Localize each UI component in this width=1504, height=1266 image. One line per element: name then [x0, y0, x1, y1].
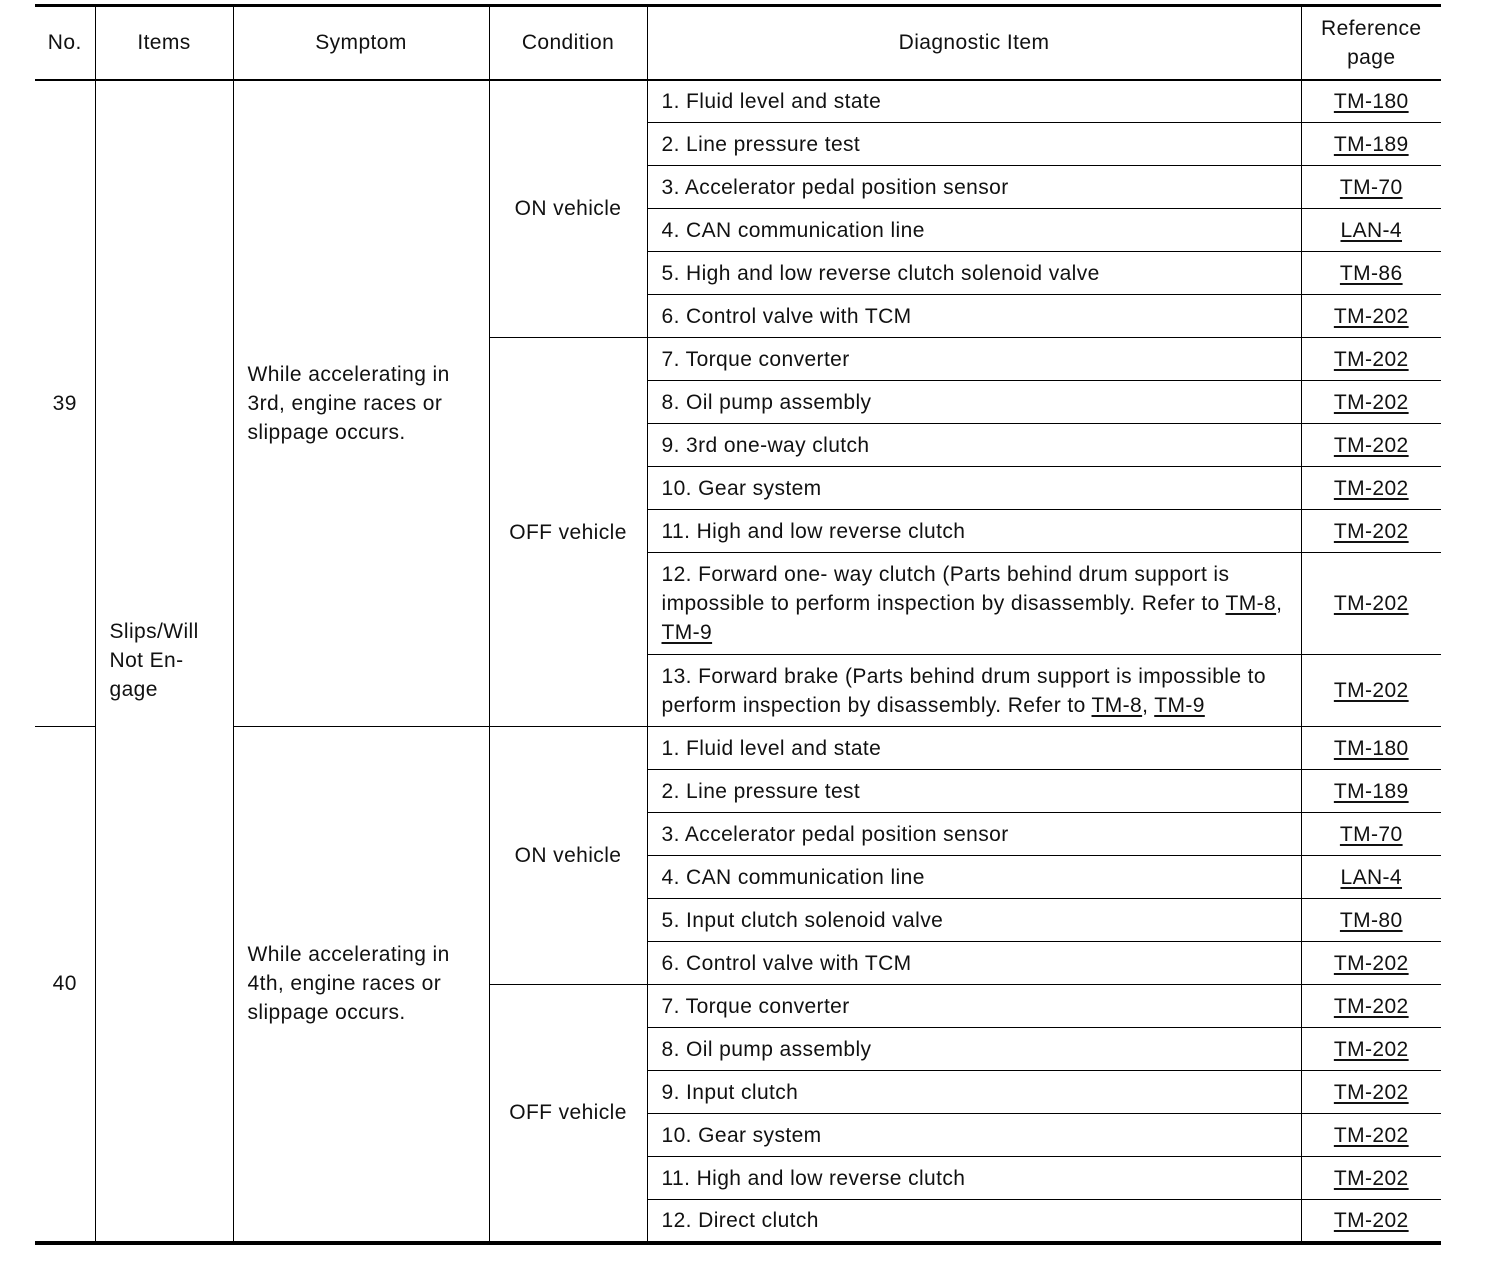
link-separator: ,: [1142, 693, 1149, 717]
condition-off-vehicle: OFF vehicle: [489, 338, 647, 727]
reference-cell: [1301, 985, 1441, 1028]
header-no: No.: [35, 6, 95, 80]
reference-cell: [1301, 655, 1441, 727]
reference-link[interactable]: LAN-4: [1340, 218, 1403, 242]
reference-link[interactable]: TM-70: [1339, 175, 1403, 199]
reference-link[interactable]: TM-202: [1333, 592, 1409, 615]
diagnostic-item: 9. 3rd one-way clutch: [647, 424, 1301, 467]
reference-link[interactable]: TM-202: [1333, 994, 1409, 1018]
condition-on-vehicle: ON vehicle: [489, 80, 647, 338]
header-row: [35, 6, 1441, 80]
table-row: [35, 727, 1441, 770]
condition-on-vehicle: ON vehicle: [489, 727, 647, 985]
reference-link[interactable]: TM-202: [1333, 390, 1409, 414]
header-items: Items: [95, 6, 233, 80]
diagnostic-item: 8. Oil pump assembly: [647, 1028, 1301, 1071]
reference-link[interactable]: TM-202: [1333, 1208, 1409, 1232]
reference-cell: [1301, 123, 1441, 166]
reference-cell: [1301, 1028, 1441, 1071]
diagnostic-item: [647, 655, 1301, 727]
diagnostic-item: [647, 553, 1301, 655]
reference-link[interactable]: TM-189: [1333, 132, 1409, 156]
diagnostic-item: 7. Torque converter: [647, 338, 1301, 381]
reference-link[interactable]: TM-202: [1333, 519, 1409, 543]
items-cell: Slips/Will Not En-gage: [95, 80, 233, 1243]
reference-cell: [1301, 553, 1441, 655]
reference-cell: [1301, 510, 1441, 553]
diagnostic-item: 12. Direct clutch: [647, 1200, 1301, 1243]
reference-cell: [1301, 899, 1441, 942]
diagnostic-item: 8. Oil pump assembly: [647, 381, 1301, 424]
diagnostic-item: 4. CAN communication line: [647, 209, 1301, 252]
symptom-cell: While accelerating in 4th, engine races or slippage occurs.: [233, 727, 489, 1243]
diagnostic-item: 2. Line pressure test: [647, 770, 1301, 813]
reference-cell: [1301, 424, 1441, 467]
diagnostic-item: 4. CAN communication line: [647, 856, 1301, 899]
reference-link[interactable]: TM-202: [1333, 679, 1409, 702]
diagnostic-item-text: 12. Forward one- way clutch (Parts behind drum support is impossible to perform inspection by disassembly. Refer to: [661, 563, 1230, 615]
reference-link[interactable]: TM-202: [1333, 1166, 1409, 1190]
reference-link[interactable]: TM-202: [1333, 1037, 1409, 1061]
diagnostic-item: 11. High and low reverse clutch: [647, 510, 1301, 553]
reference-link[interactable]: TM-202: [1333, 476, 1409, 500]
diagnostic-item: 1. Fluid level and state: [647, 80, 1301, 123]
reference-link[interactable]: TM-202: [1333, 304, 1409, 328]
diagnostic-item: 7. Torque converter: [647, 985, 1301, 1028]
reference-cell: [1301, 1114, 1441, 1157]
diagnostic-item: 1. Fluid level and state: [647, 727, 1301, 770]
diagnostic-item: 5. High and low reverse clutch solenoid valve: [647, 252, 1301, 295]
reference-cell: [1301, 166, 1441, 209]
header-condition: Condition: [489, 6, 647, 80]
reference-link[interactable]: TM-70: [1339, 822, 1403, 846]
reference-cell: [1301, 1200, 1441, 1243]
condition-off-vehicle: OFF vehicle: [489, 985, 647, 1243]
table-row: [35, 80, 1441, 123]
reference-cell: [1301, 727, 1441, 770]
reference-cell: [1301, 1071, 1441, 1114]
reference-link[interactable]: LAN-4: [1340, 865, 1403, 889]
reference-cell: [1301, 338, 1441, 381]
header-symptom: Symptom: [233, 6, 489, 80]
inline-reference-link[interactable]: TM-9: [1154, 693, 1205, 717]
reference-cell: [1301, 813, 1441, 856]
symptom-cell: While accelerating in 3rd, engine races or slippage occurs.: [233, 80, 489, 727]
diagnosis-table: [35, 4, 1441, 1245]
header-diagnostic-item: Diagnostic Item: [647, 6, 1301, 80]
diagnostic-item: 3. Accelerator pedal position sensor: [647, 166, 1301, 209]
reference-cell: [1301, 381, 1441, 424]
reference-link[interactable]: TM-180: [1333, 89, 1409, 113]
reference-cell: [1301, 80, 1441, 123]
reference-link[interactable]: TM-202: [1333, 951, 1409, 975]
reference-cell: [1301, 770, 1441, 813]
reference-link[interactable]: TM-202: [1333, 347, 1409, 371]
reference-link[interactable]: TM-80: [1339, 908, 1403, 932]
inline-reference-link[interactable]: TM-8: [1225, 592, 1277, 615]
reference-link[interactable]: TM-189: [1333, 779, 1409, 803]
inline-reference-link[interactable]: TM-8: [1091, 693, 1143, 717]
diagnostic-item: 3. Accelerator pedal position sensor: [647, 813, 1301, 856]
diagnostic-item: 2. Line pressure test: [647, 123, 1301, 166]
reference-link[interactable]: TM-202: [1333, 433, 1409, 457]
reference-cell: [1301, 856, 1441, 899]
reference-link[interactable]: TM-202: [1333, 1080, 1409, 1104]
row-number: 40: [35, 727, 95, 1243]
reference-cell: [1301, 1157, 1441, 1200]
reference-cell: [1301, 942, 1441, 985]
diagnostic-item-text: 13. Forward brake (Parts behind drum support is impossible to perform inspection by disassembly. Refer to: [661, 664, 1266, 717]
header-reference-page: Reference page: [1301, 6, 1441, 80]
diagnostic-item: 10. Gear system: [647, 1114, 1301, 1157]
reference-cell: [1301, 209, 1441, 252]
reference-cell: [1301, 467, 1441, 510]
reference-link[interactable]: TM-202: [1333, 1123, 1409, 1147]
link-separator: ,: [1276, 592, 1283, 615]
reference-cell: [1301, 252, 1441, 295]
row-number: 39: [35, 80, 95, 727]
reference-link[interactable]: TM-180: [1333, 736, 1409, 760]
diagnostic-item: 11. High and low reverse clutch: [647, 1157, 1301, 1200]
inline-reference-link[interactable]: TM-9: [661, 621, 713, 644]
reference-cell: [1301, 295, 1441, 338]
diagnostic-item: 9. Input clutch: [647, 1071, 1301, 1114]
diagnostic-item: 5. Input clutch solenoid valve: [647, 899, 1301, 942]
diagnostic-item: 10. Gear system: [647, 467, 1301, 510]
reference-link[interactable]: TM-86: [1339, 261, 1403, 285]
diagnostic-item: 6. Control valve with TCM: [647, 295, 1301, 338]
diagnostic-item: 6. Control valve with TCM: [647, 942, 1301, 985]
